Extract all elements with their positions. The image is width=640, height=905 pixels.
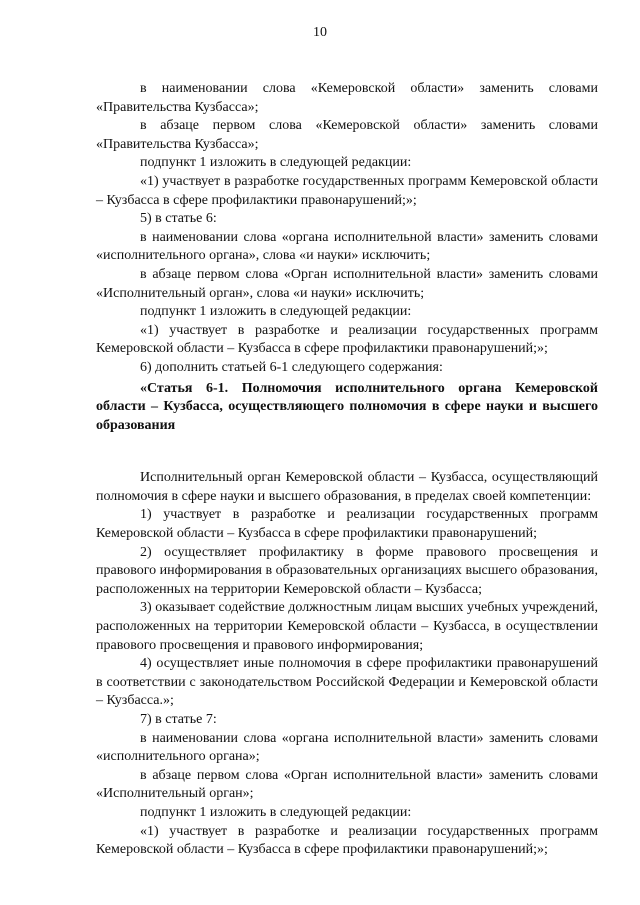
paragraph-item-5: 5) в статье 6: [140, 211, 217, 227]
paragraph-subitem-intro-art7: подпункт 1 изложить в следующей редакции: [140, 804, 412, 820]
paragraph-first-clause-art6: в абзаце первом слова «Орган исполнительной власти» заменить словами «Исполнительный орган», слова «и науки» исключить; [96, 266, 598, 301]
paragraph-first-clause-art7: в абзаце первом слова «Орган исполнительной власти» заменить словами «Исполнительный орган»; [96, 767, 598, 802]
paragraph-article-intro: Исполнительный орган Кемеровской области – Кузбасса, осуществляющий полномочия в сфере науки и высшего образования, в пределах своей компетенции: [96, 470, 598, 504]
paragraph-first-clause-rename: в абзаце первом слова «Кемеровской области» заменить словами «Правительства Кузбасса»; [96, 118, 598, 152]
paragraph-item-6: 6) дополнить статьей 6-1 следующего содержания: [140, 359, 443, 375]
paragraph-article-item-1: 1) участвует в разработке и реализации государственных программ Кемеровской области – Кузбасса в сфере профилактики правонарушений; [96, 507, 598, 542]
paragraph-article-item-4: 4) осуществляет иные полномочия в сфере профилактики правонарушений в соответствии с законодательством Российской Федерации и Кемеровской области – Кузбасса.»; [96, 656, 598, 709]
paragraph-subitem-intro: подпункт 1 изложить в следующей редакции: [140, 155, 412, 171]
paragraph-heading-rename: в наименовании слова «Кемеровской области» заменить словами «Правительства Кузбасса»; [96, 81, 598, 115]
document-body [96, 80, 598, 860]
spacer [96, 435, 598, 469]
article-heading: «Статья 6-1. Полномочия исполнительного органа Кемеровской области – Кузбасса, осуществляющего полномочия в сфере науки и высшего образования [96, 380, 598, 433]
paragraph-heading-rename-art7: в наименовании слова «органа исполнительной власти» заменить словами «исполнительного органа»; [96, 730, 598, 765]
paragraph-item-7: 7) в статье 7: [140, 712, 217, 727]
paragraph-subitem-text-art6: «1) участвует в разработке и реализации государственных программ Кемеровской области – Кузбасса в сфере профилактики правонарушений;»; [96, 322, 598, 357]
page-number: 10 [313, 25, 327, 40]
paragraph-subitem-intro-art6: подпункт 1 изложить в следующей редакции: [140, 304, 412, 320]
paragraph-heading-rename-art6: в наименовании слова «органа исполнительной власти» заменить словами «исполнительного органа», слова «и науки» исключить; [96, 229, 598, 264]
paragraph-article-item-3: 3) оказывает содействие должностным лицам высших учебных учреждений, расположенных на территории Кемеровской области – Кузбасса, в осуществлении правового просвещения и правового информирования; [96, 600, 598, 653]
paragraph-subitem-text-art7: «1) участвует в разработке и реализации государственных программ Кемеровской области – Кузбасса в сфере профилактики правонарушений;»; [96, 823, 598, 858]
paragraph-article-item-2: 2) осуществляет профилактику в форме правового просвещения и правового информирования в образовательных организациях высшего образования, расположенных на территории Кемеровской области – Кузбасса; [96, 544, 598, 597]
paragraph-subitem-text: «1) участвует в разработке государственных программ Кемеровской области – Кузбасса в сфере профилактики правонарушений;»; [96, 173, 598, 208]
